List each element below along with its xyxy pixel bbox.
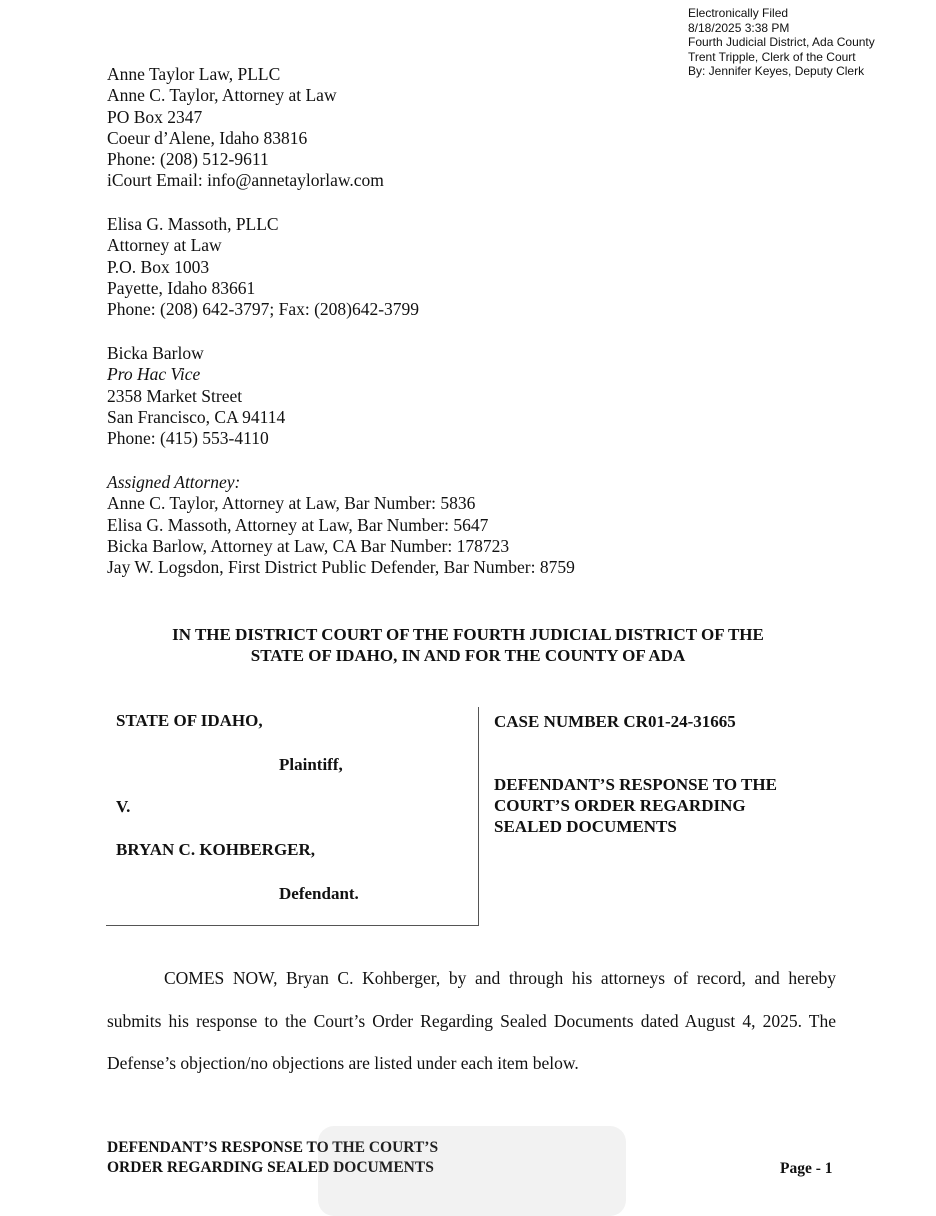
viewer-overlay-panel: [318, 1126, 626, 1216]
court-title-line: STATE OF IDAHO, IN AND FOR THE COUNTY OF ADA: [250, 646, 686, 665]
case-number: CASE NUMBER CR01-24-31665: [494, 712, 736, 731]
assigned-line: Bicka Barlow, Attorney at Law, CA Bar Number: 178723: [107, 535, 510, 556]
counsel-block-taylor: [107, 64, 384, 192]
document-title-line: DEFENDANT’S RESPONSE TO THE: [494, 775, 777, 794]
counsel-line: iCourt Email: info@annetaylorlaw.com: [107, 170, 384, 191]
counsel-line: P.O. Box 1003: [107, 256, 210, 277]
versus-label: V.: [116, 797, 131, 816]
counsel-block-barlow: [107, 343, 285, 449]
footer-title-line: DEFENDANT’S RESPONSE TO THE COURT’S: [107, 1139, 439, 1156]
defendant-name: BRYAN C. KOHBERGER,: [116, 840, 316, 859]
assigned-line: Jay W. Logsdon, First District Public Defender, Bar Number: 8759: [107, 557, 575, 578]
counsel-line: Phone: (208) 512-9611: [107, 149, 269, 170]
page-number: Page - 1: [780, 1160, 833, 1177]
plaintiff-label: Plaintiff,: [279, 755, 343, 774]
stamp-line: Fourth Judicial District, Ada County: [688, 35, 875, 49]
document-title: [494, 774, 854, 837]
stamp-line: Electronically Filed: [688, 6, 789, 20]
counsel-line: Anne C. Taylor, Attorney at Law: [107, 85, 337, 106]
document-title-line: COURT’S ORDER REGARDING: [494, 796, 746, 815]
counsel-line: Attorney at Law: [107, 235, 222, 256]
plaintiff-name: STATE OF IDAHO,: [116, 711, 263, 730]
court-title: [0, 624, 936, 666]
counsel-block-massoth: [107, 214, 419, 320]
counsel-line: Phone: (208) 642-3797; Fax: (208)642-3799: [107, 299, 420, 320]
counsel-role: Pro Hac Vice: [107, 364, 201, 385]
case-caption-title: [494, 711, 854, 837]
counsel-line: Coeur d’Alene, Idaho 83816: [107, 127, 308, 148]
defendant-label: Defendant.: [279, 884, 359, 903]
stamp-line: 8/18/2025 3:38 PM: [688, 20, 790, 35]
body-paragraph: [107, 957, 836, 1085]
document-title-line: SEALED DOCUMENTS: [494, 817, 677, 836]
footer-title-line: ORDER REGARDING SEALED DOCUMENTS: [107, 1159, 434, 1176]
counsel-name: Bicka Barlow: [107, 343, 204, 363]
counsel-line: Anne Taylor Law, PLLC: [107, 64, 281, 84]
counsel-phone: Phone: (415) 553-4110: [107, 428, 269, 449]
assigned-line: Anne C. Taylor, Attorney at Law, Bar Number: 5836: [107, 493, 476, 514]
counsel-line: Payette, Idaho 83661: [107, 277, 256, 298]
stamp-line: Trent Tripple, Clerk of the Court: [688, 49, 856, 64]
stamp-line: By: Jennifer Keyes, Deputy Clerk: [688, 64, 865, 78]
counsel-line: Elisa G. Massoth, PLLC: [107, 214, 279, 234]
assigned-line: Elisa G. Massoth, Attorney at Law, Bar Number: 5647: [107, 514, 489, 535]
filing-stamp: [688, 6, 875, 79]
counsel-street: 2358 Market Street: [107, 385, 243, 406]
assigned-heading: Assigned Attorney:: [107, 472, 241, 492]
case-caption-parties: [106, 707, 479, 926]
counsel-line: PO Box 2347: [107, 106, 203, 127]
assigned-attorney-block: [107, 472, 575, 578]
counsel-city: San Francisco, CA 94114: [107, 406, 286, 427]
court-title-line: IN THE DISTRICT COURT OF THE FOURTH JUDICIAL DISTRICT OF THE: [172, 625, 764, 644]
body-text: COMES NOW, Bryan C. Kohberger, by and through his attorneys of record, and hereby submits his response to the Court’s Order Regarding Sealed Documents dated August 4, 2025. The Defense’s objection/no objections are listed under each item below.: [107, 968, 836, 1073]
